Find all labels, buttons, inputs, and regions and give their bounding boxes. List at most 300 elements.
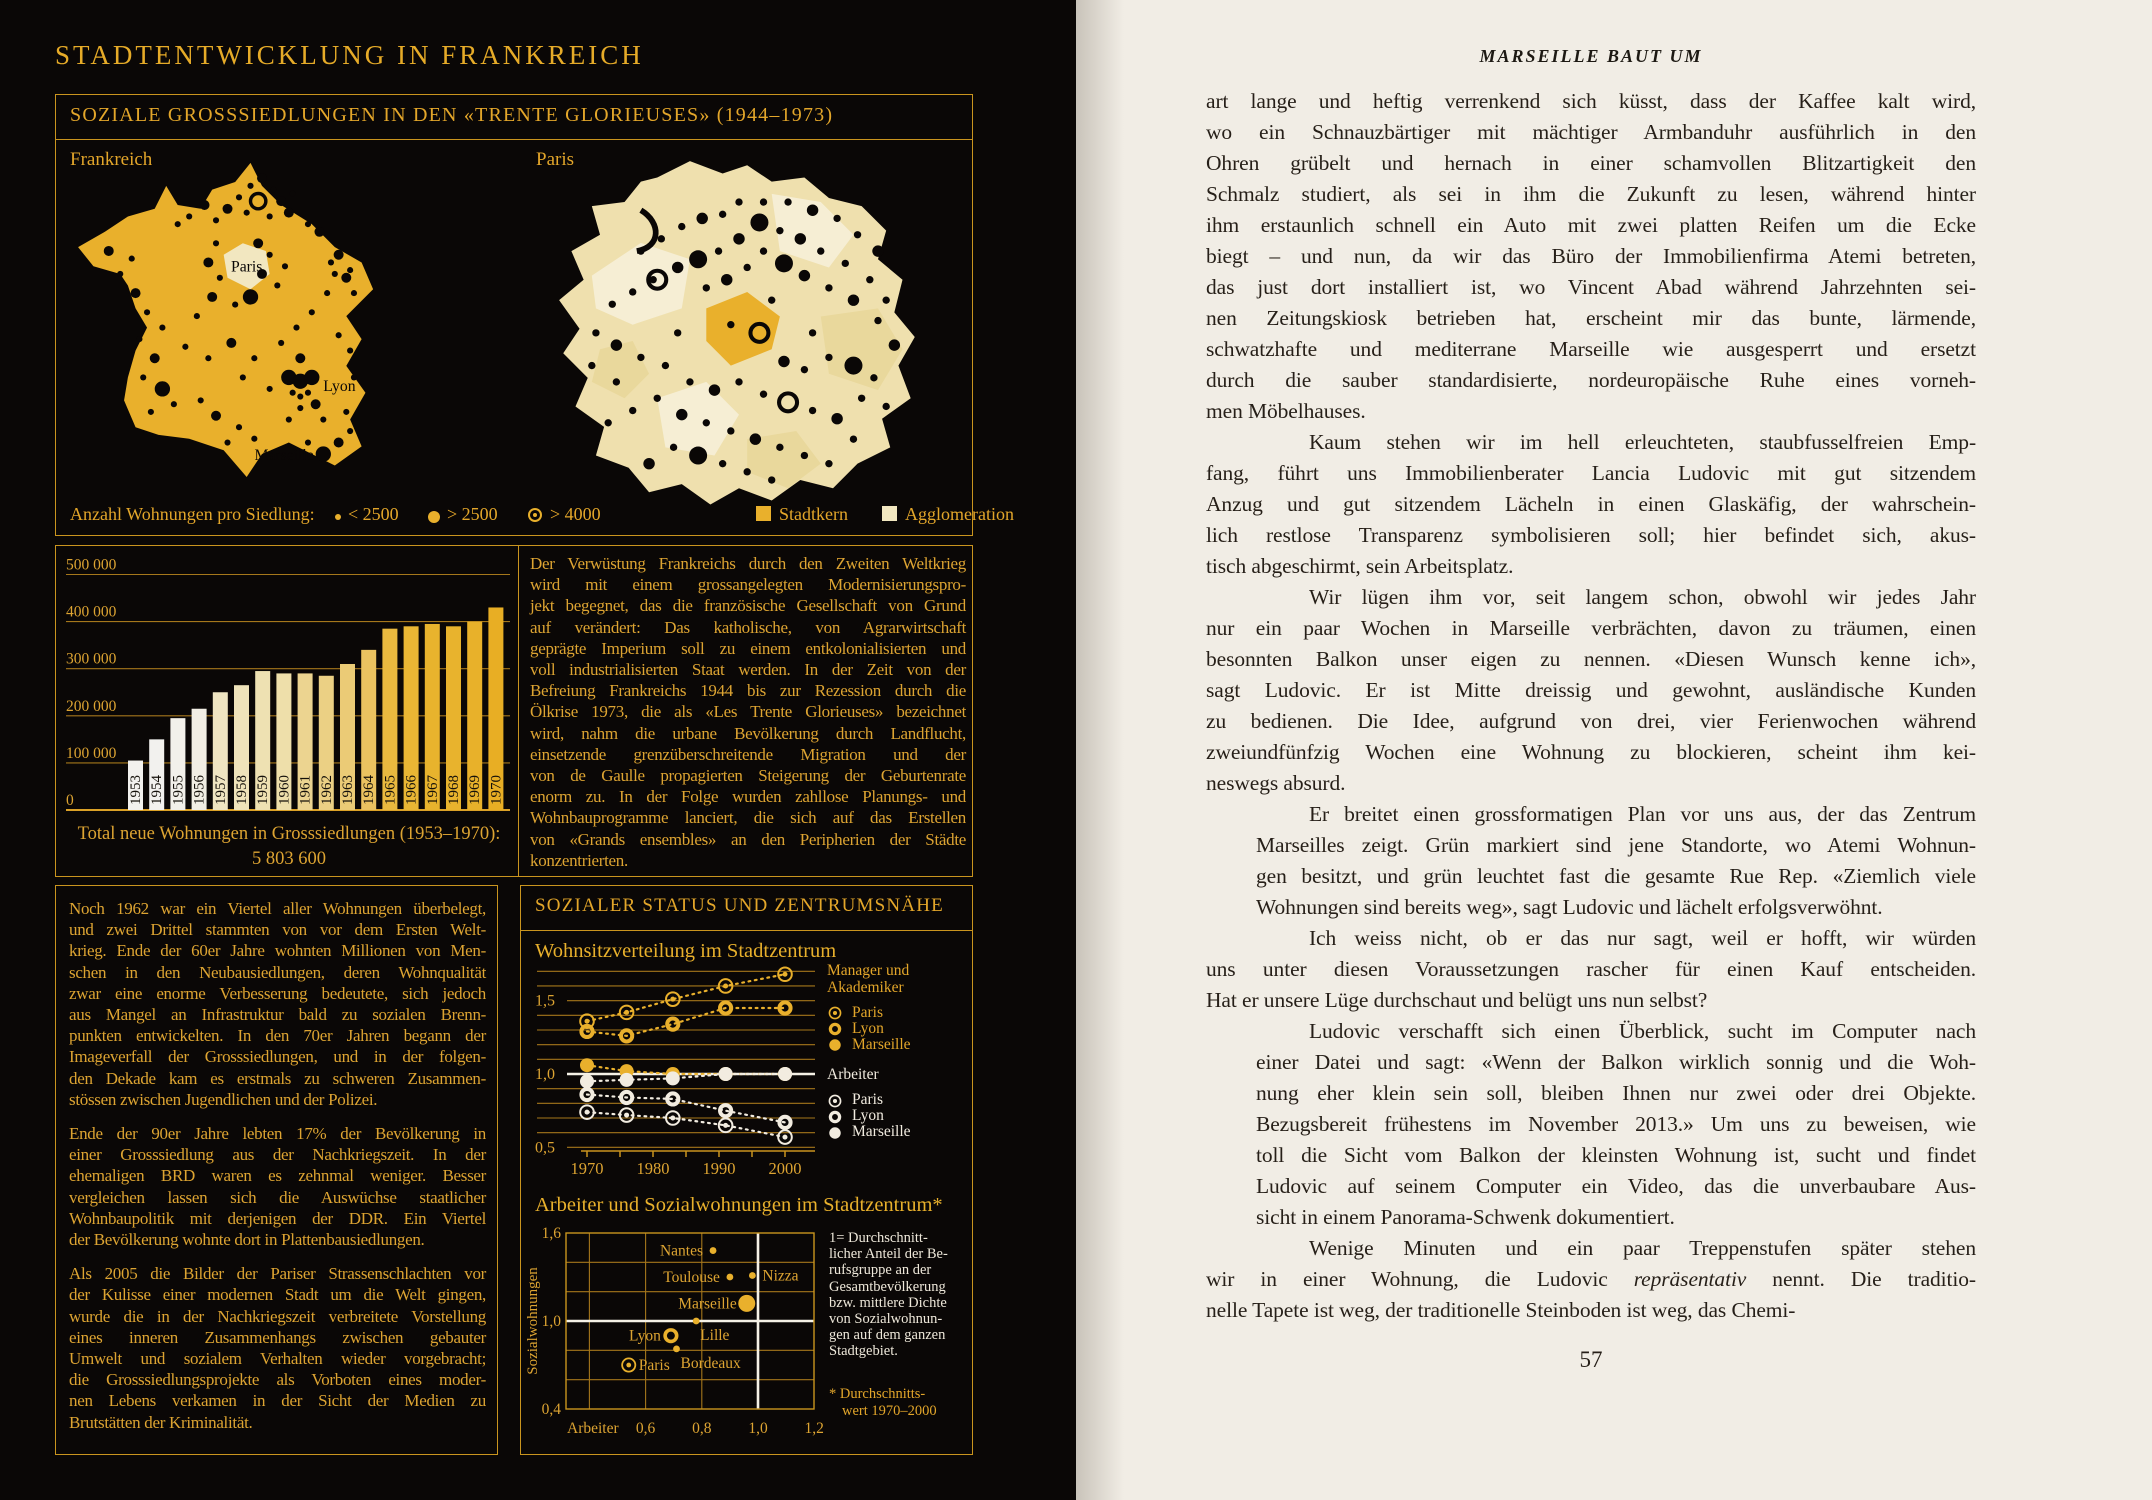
text-segment: nennt. Die traditio- — [1746, 1267, 1976, 1291]
ring-dot-center — [833, 1098, 837, 1102]
legend-item — [827, 1125, 972, 1141]
italic-text: repräsentativ — [1633, 1267, 1747, 1291]
y-tick-label: 1,5 — [535, 992, 555, 1010]
line-chart-legend — [827, 963, 972, 1141]
body-text-line: Ludovic verschafft sich einen Überblick, sucht im Computer nach — [1309, 1019, 1976, 1043]
body-text-line: zu bedienen. Die Idee, aufgrund von drei, vier Ferienwochen während — [1206, 709, 1976, 733]
donut-marker — [830, 1024, 839, 1033]
settlement-dot — [689, 250, 707, 268]
x-tick-label: 1970 — [570, 1159, 604, 1178]
settlement-dot — [104, 246, 114, 256]
x-tick-label: 1,0 — [748, 1420, 768, 1437]
note-line: Gesamtbevölkerung — [829, 1278, 946, 1295]
dot-marker — [829, 1127, 840, 1138]
donut-marker — [830, 1112, 839, 1121]
paragraph — [69, 898, 486, 1110]
series-line — [587, 974, 785, 1021]
settlement-dot — [689, 447, 707, 465]
settlement-dot — [284, 208, 294, 218]
settlement-dot — [768, 476, 775, 483]
settlement-dot — [236, 194, 242, 200]
legend-item-stadtkern: Stadtkern — [779, 504, 848, 524]
settlement-dot — [320, 416, 326, 422]
legend-item-lt2500: < 2500 — [348, 504, 399, 524]
bar-chart — [64, 552, 514, 818]
text-line: von de Gaulle propagierten Steigerung der Geburtenrate — [530, 766, 966, 786]
legend-item-label: Paris — [852, 1003, 883, 1021]
settlement-dot — [844, 357, 862, 375]
settlement-dot — [637, 247, 644, 254]
legend-item-agglomeration: Agglomeration — [905, 504, 1014, 524]
y-tick-label: 0 — [66, 792, 74, 809]
settlement-dot — [328, 259, 334, 265]
merged-half-marker — [785, 1067, 792, 1081]
bar-year-label: 1964 — [361, 775, 378, 805]
settlement-dot — [205, 355, 211, 361]
settlement-dot — [253, 238, 263, 248]
settlement-dot — [768, 296, 775, 303]
settlement-dot — [629, 407, 636, 414]
settlement-dot — [686, 378, 693, 385]
settlement-dot — [662, 362, 669, 369]
bar-year-label: 1960 — [276, 775, 293, 805]
small-dot-icon — [335, 514, 341, 520]
settlement-dot — [213, 240, 219, 246]
legend-item-label: Lyon — [852, 1019, 884, 1037]
settlement-dot — [247, 183, 253, 189]
body-text-line: Er breitet einen grossformatigen Plan vor uns aus, der das Zentrum — [1309, 802, 1976, 826]
settlement-dot — [155, 381, 170, 396]
y-tick-label: 1,0 — [541, 1313, 561, 1330]
body-text-line: Wenige Minuten und ein paar Treppenstufen später stehen — [1309, 1236, 1976, 1260]
settlement-dot — [211, 411, 221, 421]
footnote-line: * Durchschnitts- — [829, 1386, 926, 1402]
settlement-dot — [637, 354, 644, 361]
settlement-dot — [286, 416, 292, 422]
settlement-dot — [825, 354, 832, 361]
legend-item-gt4000: > 4000 — [550, 504, 601, 524]
settlement-dot — [305, 439, 311, 445]
settlement-dot — [309, 309, 315, 315]
settlement-dot — [784, 198, 791, 205]
settlement-dot — [776, 227, 783, 234]
donut-icon — [827, 1021, 843, 1037]
dot-marker — [580, 1074, 594, 1088]
panel-wohnungsbau — [55, 545, 973, 877]
text-line: die Grosssiedlungsprojekte als Vorboten eines moder- — [69, 1370, 486, 1390]
text-line: wurde die in der Nachkriegszeit verbreitete Vorstellung — [69, 1306, 486, 1326]
settlement-dot — [136, 336, 142, 342]
settlement-dot — [267, 386, 273, 392]
settlement-dot — [276, 196, 286, 206]
x-tick-label: 1,2 — [804, 1420, 824, 1437]
settlement-dot — [334, 250, 344, 260]
settlement-dot — [305, 390, 311, 396]
text-line: einsetzende grenzüberschreitende Migration und der — [530, 744, 966, 764]
bar-year-label: 1953 — [128, 775, 144, 805]
settlement-dot — [874, 317, 881, 324]
body-text-line: zweiundfünfzig Wochen eine Wohnung zu blockieren, scheint ihm kei- — [1206, 740, 1976, 764]
settlement-dot — [297, 393, 303, 399]
settlement-dot — [297, 405, 303, 411]
settlement-dot — [129, 256, 135, 262]
panel4-rule — [521, 930, 972, 931]
right-page — [1076, 0, 2152, 1500]
settlement-dot — [721, 274, 732, 285]
panel-grosssiedlungen — [55, 94, 1014, 536]
settlement-dot — [207, 292, 217, 302]
settlement-dot — [801, 366, 808, 373]
body-text-line — [1206, 1264, 1976, 1295]
text-line: ehemaligen BRD waren es zehnmal weniger. Besser — [69, 1166, 486, 1186]
settlement-dot — [858, 395, 865, 402]
body-text-line: tisch abgeschirmt, sein Arbeitsplatz. — [1206, 554, 1514, 578]
note-line: 1= Durchschnitt- — [829, 1230, 928, 1246]
settlement-dot — [703, 284, 710, 291]
scatter-note — [829, 1230, 969, 1360]
settlement-dot — [236, 424, 242, 430]
settlement-dot — [735, 198, 742, 205]
text-line: von «Grands ensembles» an den Peripherien der Städte — [530, 829, 966, 849]
settlement-dot — [223, 204, 233, 214]
settlement-dot — [186, 213, 192, 219]
settlement-dot — [609, 301, 616, 308]
body-text-line: art lange und heftig verrenkend sich küsst, dass der Kaffee kalt wird, — [1206, 89, 1976, 113]
panel3-text — [69, 898, 486, 1446]
settlement-dot — [274, 282, 280, 288]
city-point-label: Marseille — [678, 1295, 737, 1313]
body-text-line: Anzug und gut sitzendem Lächeln in einen Glaskäfig, der wahrschein- — [1206, 492, 1976, 516]
text-line: Der Verwüstung Frankreichs durch den Zweiten Weltkrieg — [530, 554, 966, 573]
city-point-label: Lyon — [629, 1327, 661, 1345]
x-tick-label: 1990 — [702, 1159, 736, 1178]
settlement-dot — [194, 313, 200, 319]
settlement-dot — [850, 435, 857, 442]
settlement-dot — [295, 353, 305, 363]
dot-marker — [580, 1058, 594, 1072]
settlement-dot — [270, 187, 276, 193]
settlement-dot — [870, 374, 877, 381]
settlement-dot — [336, 332, 342, 338]
settlement-dot — [825, 284, 832, 291]
settlement-dot — [809, 329, 816, 336]
text-line: Wohnbaupolitik mit derjenigen der DDR. Ein Viertel — [69, 1208, 486, 1228]
text-line: stössen zwischen Jugendlichen und der Polizei. — [69, 1089, 378, 1109]
ring-dot-center — [833, 1011, 837, 1015]
city-point-center — [626, 1363, 631, 1368]
legend-items — [827, 1005, 972, 1053]
text-line: vergleichen lassen sich die Auswüchse staatlicher — [69, 1187, 486, 1207]
settlement-dot — [347, 428, 353, 434]
settlement-dot — [159, 325, 165, 331]
settlement-dot — [825, 460, 832, 467]
paragraph — [69, 1263, 486, 1433]
text-line: punkten entwickelten. In den 70er Jahren begann der — [69, 1026, 486, 1046]
legend-item-label: Marseille — [852, 1123, 911, 1141]
text-line: jekt begegnet, das die französische Gesellschaft von Grund — [530, 596, 966, 616]
settlement-dot — [200, 200, 210, 210]
text-line: Brutstätten der Kriminalität. — [69, 1412, 253, 1432]
settlement-dot — [760, 198, 767, 205]
settlement-dot — [334, 438, 344, 448]
settlement-dot — [760, 247, 767, 254]
y-tick-label: 400 000 — [66, 603, 117, 621]
ring-dot-center — [585, 1110, 590, 1115]
city-point — [693, 1318, 700, 1325]
settlement-dot — [224, 439, 230, 445]
city-point-label: Paris — [638, 1357, 670, 1375]
settlement-dot — [672, 262, 683, 273]
settlement-dot — [148, 409, 154, 415]
settlement-dot — [809, 407, 816, 414]
text-line: wird, nahm die urbane Bevölkerung durch Landflucht, — [530, 723, 966, 743]
settlement-dot — [674, 329, 681, 336]
text-line: Wohnbauprogramme lanciert, die sich auf das Erstellen — [530, 808, 966, 828]
text-line: den Dekade kam es erstmals zu schweren Zusammen- — [69, 1068, 486, 1088]
body-text-line: fang, führt uns Immobilienberater Lancia Ludovic mit gut sitzendem — [1206, 461, 1976, 485]
x-tick-label: 1980 — [636, 1159, 670, 1178]
text-line: voll industrialisierten Staat werden. In der Zeit von der — [530, 660, 966, 680]
settlement-dot — [848, 294, 859, 305]
body-text-line: Wir lügen ihm vor, seit langem schon, obwohl wir jedes Jahr — [1309, 585, 1976, 609]
settlement-dot — [314, 227, 324, 237]
settlement-dot — [347, 348, 353, 354]
bar-year-label: 1955 — [170, 775, 187, 805]
text-line: enorm zu. In der Folge wurden zahllose Planungs- und — [530, 787, 966, 807]
bar-year-label: 1958 — [234, 775, 250, 805]
body-text-line: sicht in einem Panorama-Schwenk dokumentiert. — [1256, 1205, 1675, 1229]
line-chart-title: Wohnsitzverteilung im Stadtzentrum — [535, 940, 837, 962]
settlement-dot — [144, 309, 150, 315]
map-label-paris: Paris — [536, 149, 574, 170]
paragraph — [69, 1123, 486, 1250]
body-text-line: das just dort installiert ist, wo Vincent Abad während Jahrzehnten sei- — [1206, 275, 1976, 299]
body-text-line: toll die Sicht vom Balkon der kleinsten Wohnung ist, sucht und findet — [1256, 1143, 1976, 1167]
city-point-label: Nizza — [762, 1267, 799, 1285]
body-text-line: ihm erstaunlich schnell ein Auto mit zwei platten Reifen um die Ecke — [1206, 213, 1976, 237]
note-line: von Sozialwohnun- — [829, 1311, 943, 1328]
x-tick-label: 0,8 — [692, 1420, 712, 1437]
city-point — [738, 1295, 755, 1312]
settlement-dot — [866, 276, 873, 283]
text-line: nen Lebens verkamen in der Sicht der Medien zu — [69, 1391, 486, 1411]
settlement-dot — [290, 190, 296, 196]
settlement-dot — [776, 444, 783, 451]
body-text-line: Wohnungen sind bereits weg», sagt Ludovic und lächelt erfolgsverwöhnt. — [1256, 895, 1883, 919]
body-text-line: Ludovic auf seinem Computer ein Video, das die unverbaubare Aus- — [1256, 1174, 1976, 1198]
city-point — [749, 1272, 756, 1279]
settlement-dot — [670, 444, 677, 451]
bar-caption-line1: Total neue Wohnungen in Grosssiedlungen (1953–1970): — [77, 824, 501, 844]
settlement-dot — [743, 264, 750, 271]
body-text-line: nur ein paar Wochen in Marseille verbrächten, davon zu träumen, einen — [1206, 616, 1976, 640]
city-point — [665, 1330, 677, 1342]
map-paris-region — [534, 153, 944, 525]
city-point — [727, 1274, 734, 1281]
settlement-dot — [267, 213, 273, 219]
legend-item — [827, 1093, 972, 1109]
settlement-dot — [171, 401, 177, 407]
settlement-dot — [332, 271, 338, 277]
settlement-dot — [750, 433, 761, 444]
dot-marker — [666, 1071, 680, 1085]
body-text-line: Ich weiss nicht, ob er das nur sagt, weil er hofft, wir würden — [1309, 926, 1976, 950]
dot-icon — [428, 511, 440, 523]
text-line: konzentrierten. — [530, 850, 628, 870]
text-line: Befreiung Frankreichs 1944 bis zur Rezession durch die — [530, 681, 966, 701]
map-label-frankreich: Frankreich — [70, 149, 153, 170]
body-text-line: besonnten Balkon unser eigen zu nennen. «Diesen Wunsch kenne ich», — [1206, 647, 1976, 671]
panel2-text — [530, 553, 966, 871]
bar-year-label: 1963 — [340, 775, 356, 805]
bar-year-label: 1967 — [424, 775, 441, 805]
bar-caption-line2: 5 803 600 — [252, 849, 326, 869]
series-line — [587, 1008, 785, 1036]
settlement-dot — [150, 353, 160, 363]
ring-dot-center — [670, 997, 675, 1002]
settlement-dot — [629, 288, 636, 295]
settlement-dot — [267, 252, 273, 258]
ring-dot-center — [723, 983, 728, 988]
settlement-dot — [347, 267, 353, 273]
body-text-line: einer Datei und sagt: «Wenn der Balkon wirklich sonnig und die Woh- — [1256, 1050, 1976, 1074]
settlement-dot — [611, 339, 622, 350]
note-line: licher Anteil der Be- — [829, 1246, 948, 1263]
bar-year-label: 1961 — [297, 775, 314, 805]
settlement-dot — [293, 325, 299, 331]
bar-year-label: 1956 — [191, 775, 208, 805]
panel2-divider — [518, 546, 519, 876]
donut-marker — [779, 1002, 790, 1013]
settlement-dot — [198, 397, 204, 403]
ring-dot-icon — [528, 508, 542, 522]
body-text-line: sagt Ludovic. Er ist Mitte dreissig und gewohnt, ausländische Kunden — [1206, 678, 1976, 702]
ring-dot-center — [624, 1010, 629, 1015]
settlement-dot — [676, 409, 687, 420]
text-line: Ölkrise 1973, die als «Les Trente Glorieuses» bezeichnet — [530, 702, 966, 722]
body-text-line: neswegs absurd. — [1206, 771, 1346, 795]
bar-chart-caption — [64, 822, 514, 872]
settlement-dot — [588, 362, 595, 369]
legend-item-label: Marseille — [852, 1035, 911, 1053]
series-line — [587, 1112, 785, 1137]
page-number: 57 — [1579, 1347, 1603, 1372]
settlement-dot — [775, 254, 793, 272]
panel1-header: SOZIALE GROSSSIEDLUNGEN IN DEN «TRENTE GLORIEUSES» (1944–1973) — [70, 104, 834, 126]
settlement-dot — [217, 275, 223, 281]
settlement-dot — [703, 419, 710, 426]
city-point-label: Lille — [700, 1327, 730, 1344]
footnote-line: wert 1970–2000 — [842, 1402, 937, 1419]
body-text-line: uns unter diesen Voraussetzungen rascher für einen Kauf entscheiden. — [1206, 957, 1976, 981]
text-line: zwar eine enorme Verbesserung bedeutete, sich jedoch — [69, 983, 486, 1003]
settlement-dot — [343, 409, 349, 415]
agglomeration-swatch — [882, 506, 897, 521]
settlement-dot — [140, 374, 146, 380]
legend-item-gt2500: > 2500 — [447, 504, 498, 524]
settlement-dot — [605, 419, 612, 426]
settlement-dot — [658, 235, 665, 242]
series-line — [587, 1065, 785, 1074]
settlement-dot — [727, 427, 734, 434]
settlement-dot — [324, 290, 330, 296]
text-line: Ende der 90er Jahre lebten 17% der Bevölkerung in — [69, 1124, 486, 1144]
ring-dot-icon — [827, 1093, 843, 1109]
text-line: Noch 1962 war ein Viertel aller Wohnungen überbelegt, — [69, 899, 486, 918]
ring-dot-center — [783, 1135, 788, 1140]
ring-dot-center — [624, 1113, 629, 1118]
body-text-line: men Möbelhauses. — [1206, 399, 1366, 423]
bar-year-label: 1959 — [255, 775, 272, 805]
text-line: wird mit einem grossangelegten Modernisierungspro- — [530, 575, 966, 595]
text-line: eines inneren Zusammenhangs zwischen gebauter — [69, 1327, 486, 1347]
body-text-line: Ohren grübelt und hernach in einer schamvollen Blitzartigkeit den — [1206, 151, 1976, 175]
settlement-dot — [316, 446, 331, 461]
body-text-line: lich restlose Transparenz symbolisieren soll; hier befindet sich, akus- — [1206, 523, 1976, 547]
settlement-dot — [282, 263, 288, 269]
panel1-rule — [56, 139, 972, 140]
settlement-dot — [240, 374, 246, 380]
city-point-label: Bordeaux — [680, 1354, 741, 1372]
body-text-line: Marseilles zeigt. Grün markiert sind jene Standorte, wo Atemi Wohnun- — [1256, 833, 1976, 857]
x-tick-label: 0,6 — [635, 1420, 656, 1437]
body-text-line: nen Zeitungskiosk betrieben hat, erscheint mir das bunte, lärmende, — [1206, 306, 1976, 330]
y-tick-label: 0,4 — [541, 1401, 561, 1419]
settlement-dot — [226, 338, 236, 348]
panel4-header: SOZIALER STATUS UND ZENTRUMSNÄHE — [535, 895, 944, 916]
settlement-dot — [727, 321, 734, 328]
legend-item — [827, 1021, 972, 1037]
text-line: schen in den Neubausiedlungen, deren Wohnqualität — [69, 962, 486, 982]
settlement-dot — [743, 468, 750, 475]
settlement-dot — [203, 257, 213, 267]
bar-year-label: 1965 — [382, 775, 399, 805]
note-line: bzw. mittlere Dichte — [829, 1294, 947, 1311]
ring-dot-icon — [827, 1005, 843, 1021]
text-line: geprägte Imperium soll zu einem entkolonialisierten und — [530, 638, 966, 658]
text-line: Imageverfall der Grosssiedlungen, und in der folgen- — [69, 1047, 486, 1067]
legend-items — [827, 1093, 972, 1141]
settlement-dot — [117, 271, 123, 277]
city-point-label: Toulouse — [663, 1268, 720, 1286]
body-text-line: Hat er unsere Lüge durchschaut und belügt uns nun selbst? — [1206, 988, 1708, 1012]
donut-marker — [667, 1019, 678, 1030]
text-line: Umwelt und sozialem Verhalten wieder vorgebracht; — [69, 1349, 486, 1369]
y-tick-label: 300 000 — [66, 650, 117, 668]
text-line: auf verändert: Das katholische, von Agrarwirtschaft — [530, 617, 966, 637]
y-tick-label: 500 000 — [66, 556, 117, 574]
legend-group-title: Manager und Akademiker — [827, 962, 910, 996]
settlement-dot — [251, 355, 257, 361]
legend-item-label: Paris — [852, 1091, 883, 1109]
settlement-dot — [243, 289, 258, 304]
settlement-dot — [831, 413, 842, 424]
settlement-dot — [889, 339, 900, 350]
city-point — [673, 1345, 680, 1352]
y-tick-label: 0,5 — [535, 1139, 555, 1157]
settlement-dot — [304, 370, 319, 385]
dot-icon — [827, 1125, 843, 1141]
settlement-dot — [232, 302, 238, 308]
body-text-line: wo ein Schnauzbärtiger mit mächtiger Armbanduhr ausführlich in den — [1206, 120, 1976, 144]
y-axis-title: Sozialwohnungen — [525, 1267, 541, 1375]
settlement-dot — [807, 205, 818, 216]
settlement-dot — [213, 217, 219, 223]
settlement-dot — [678, 223, 685, 230]
settlement-dot — [257, 173, 267, 183]
note-line: gen auf dem ganzen — [829, 1327, 946, 1344]
settlement-dot — [719, 211, 726, 218]
